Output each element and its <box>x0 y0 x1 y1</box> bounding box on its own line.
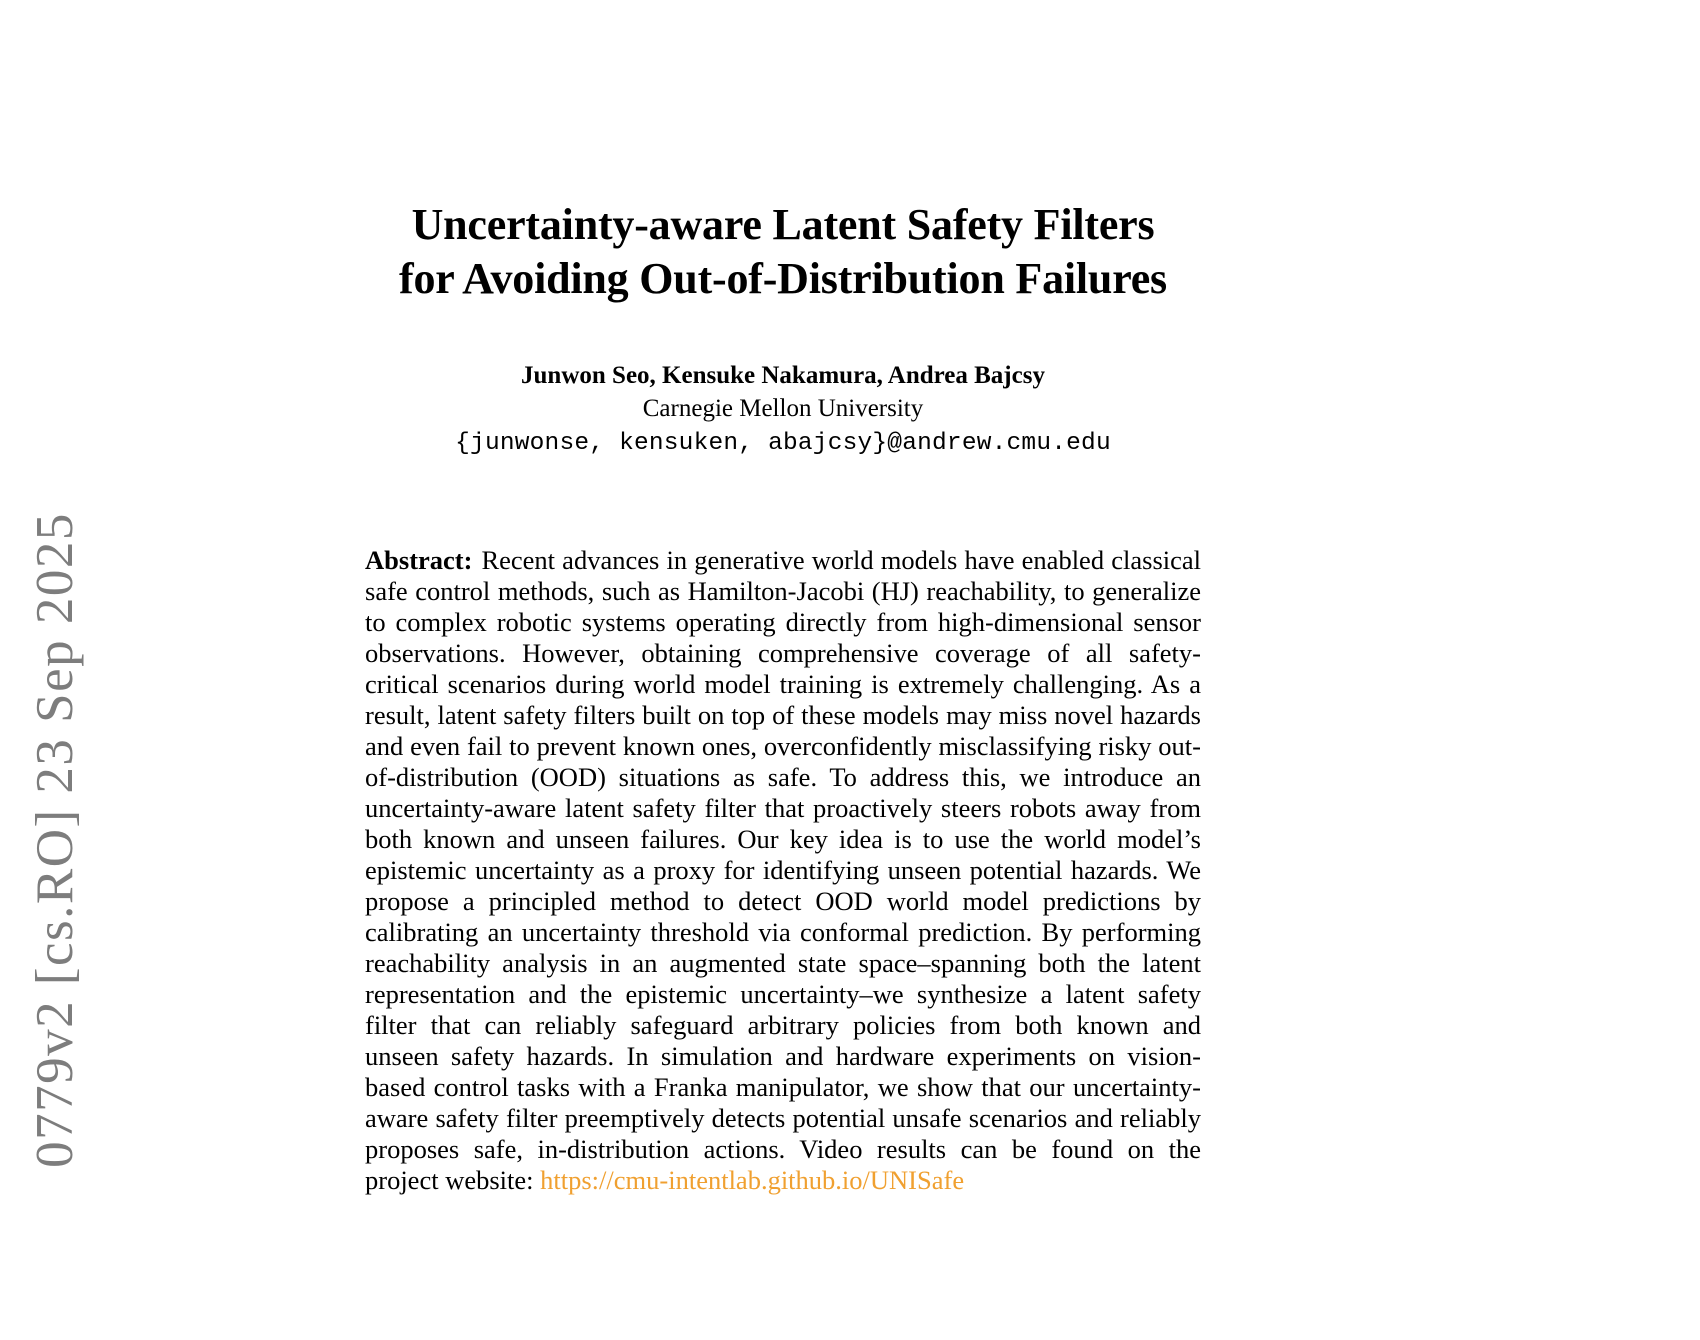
abstract-section <box>365 545 1201 1196</box>
arxiv-identifier-stamp: 0779v2 [cs.RO] 23 Sep 2025 <box>26 512 84 1168</box>
abstract-label: Abstract: <box>365 545 473 575</box>
author-names: Junwon Seo, Kensuke Nakamura, Andrea Bajcsy <box>521 362 1045 389</box>
paper-title-line-2: for Avoiding Out-of-Distribution Failures <box>399 254 1167 303</box>
author-emails: {junwonse, kensuken, abajcsy}@andrew.cmu.edu <box>455 430 1111 457</box>
author-block <box>365 360 1201 461</box>
paper-title <box>365 198 1201 306</box>
abstract-body-text: Recent advances in generative world models have enabled classical safe control methods, such as Hamilton-Jacobi (HJ) reachability, to generalize to complex robotic systems operating directly from high-dimensional sensor observations. However, obtaining comprehensive coverage of all safety-critical scenarios during world model training is extremely challenging. As a result, latent safety filters built on top of these models may miss novel hazards and even fail to prevent known ones, overconfidently misclassifying risky out-of-distribution (OOD) situations as safe. To address this, we introduce an uncertainty-aware latent safety filter that proactively steers robots away from both known and unseen failures. Our key idea is to use the world model’s epistemic uncertainty as a proxy for identifying unseen potential hazards. We propose a principled method to detect OOD world model predictions by calibrating an uncertainty threshold via conformal prediction. By performing reachability analysis in an augmented state space–spanning both the latent representation and the epistemic uncertainty–we synthesize a latent safety filter that can reliably safeguard arbitrary policies from both known and unseen safety hazards. In simulation and hardware experiments on vision-based control tasks with a Franka manipulator, we show that our uncertainty-aware safety filter preemptively detects potential unsafe scenarios and reliably proposes safe, in-distribution actions. Video results can be found on the project website: <box>365 545 1201 1195</box>
paper-title-line-1: Uncertainty-aware Latent Safety Filters <box>411 200 1155 249</box>
author-affiliation: Carnegie Mellon University <box>642 395 924 422</box>
paper-page <box>365 0 1201 1275</box>
project-website-link[interactable]: https://cmu-intentlab.github.io/UNISafe <box>540 1165 965 1195</box>
